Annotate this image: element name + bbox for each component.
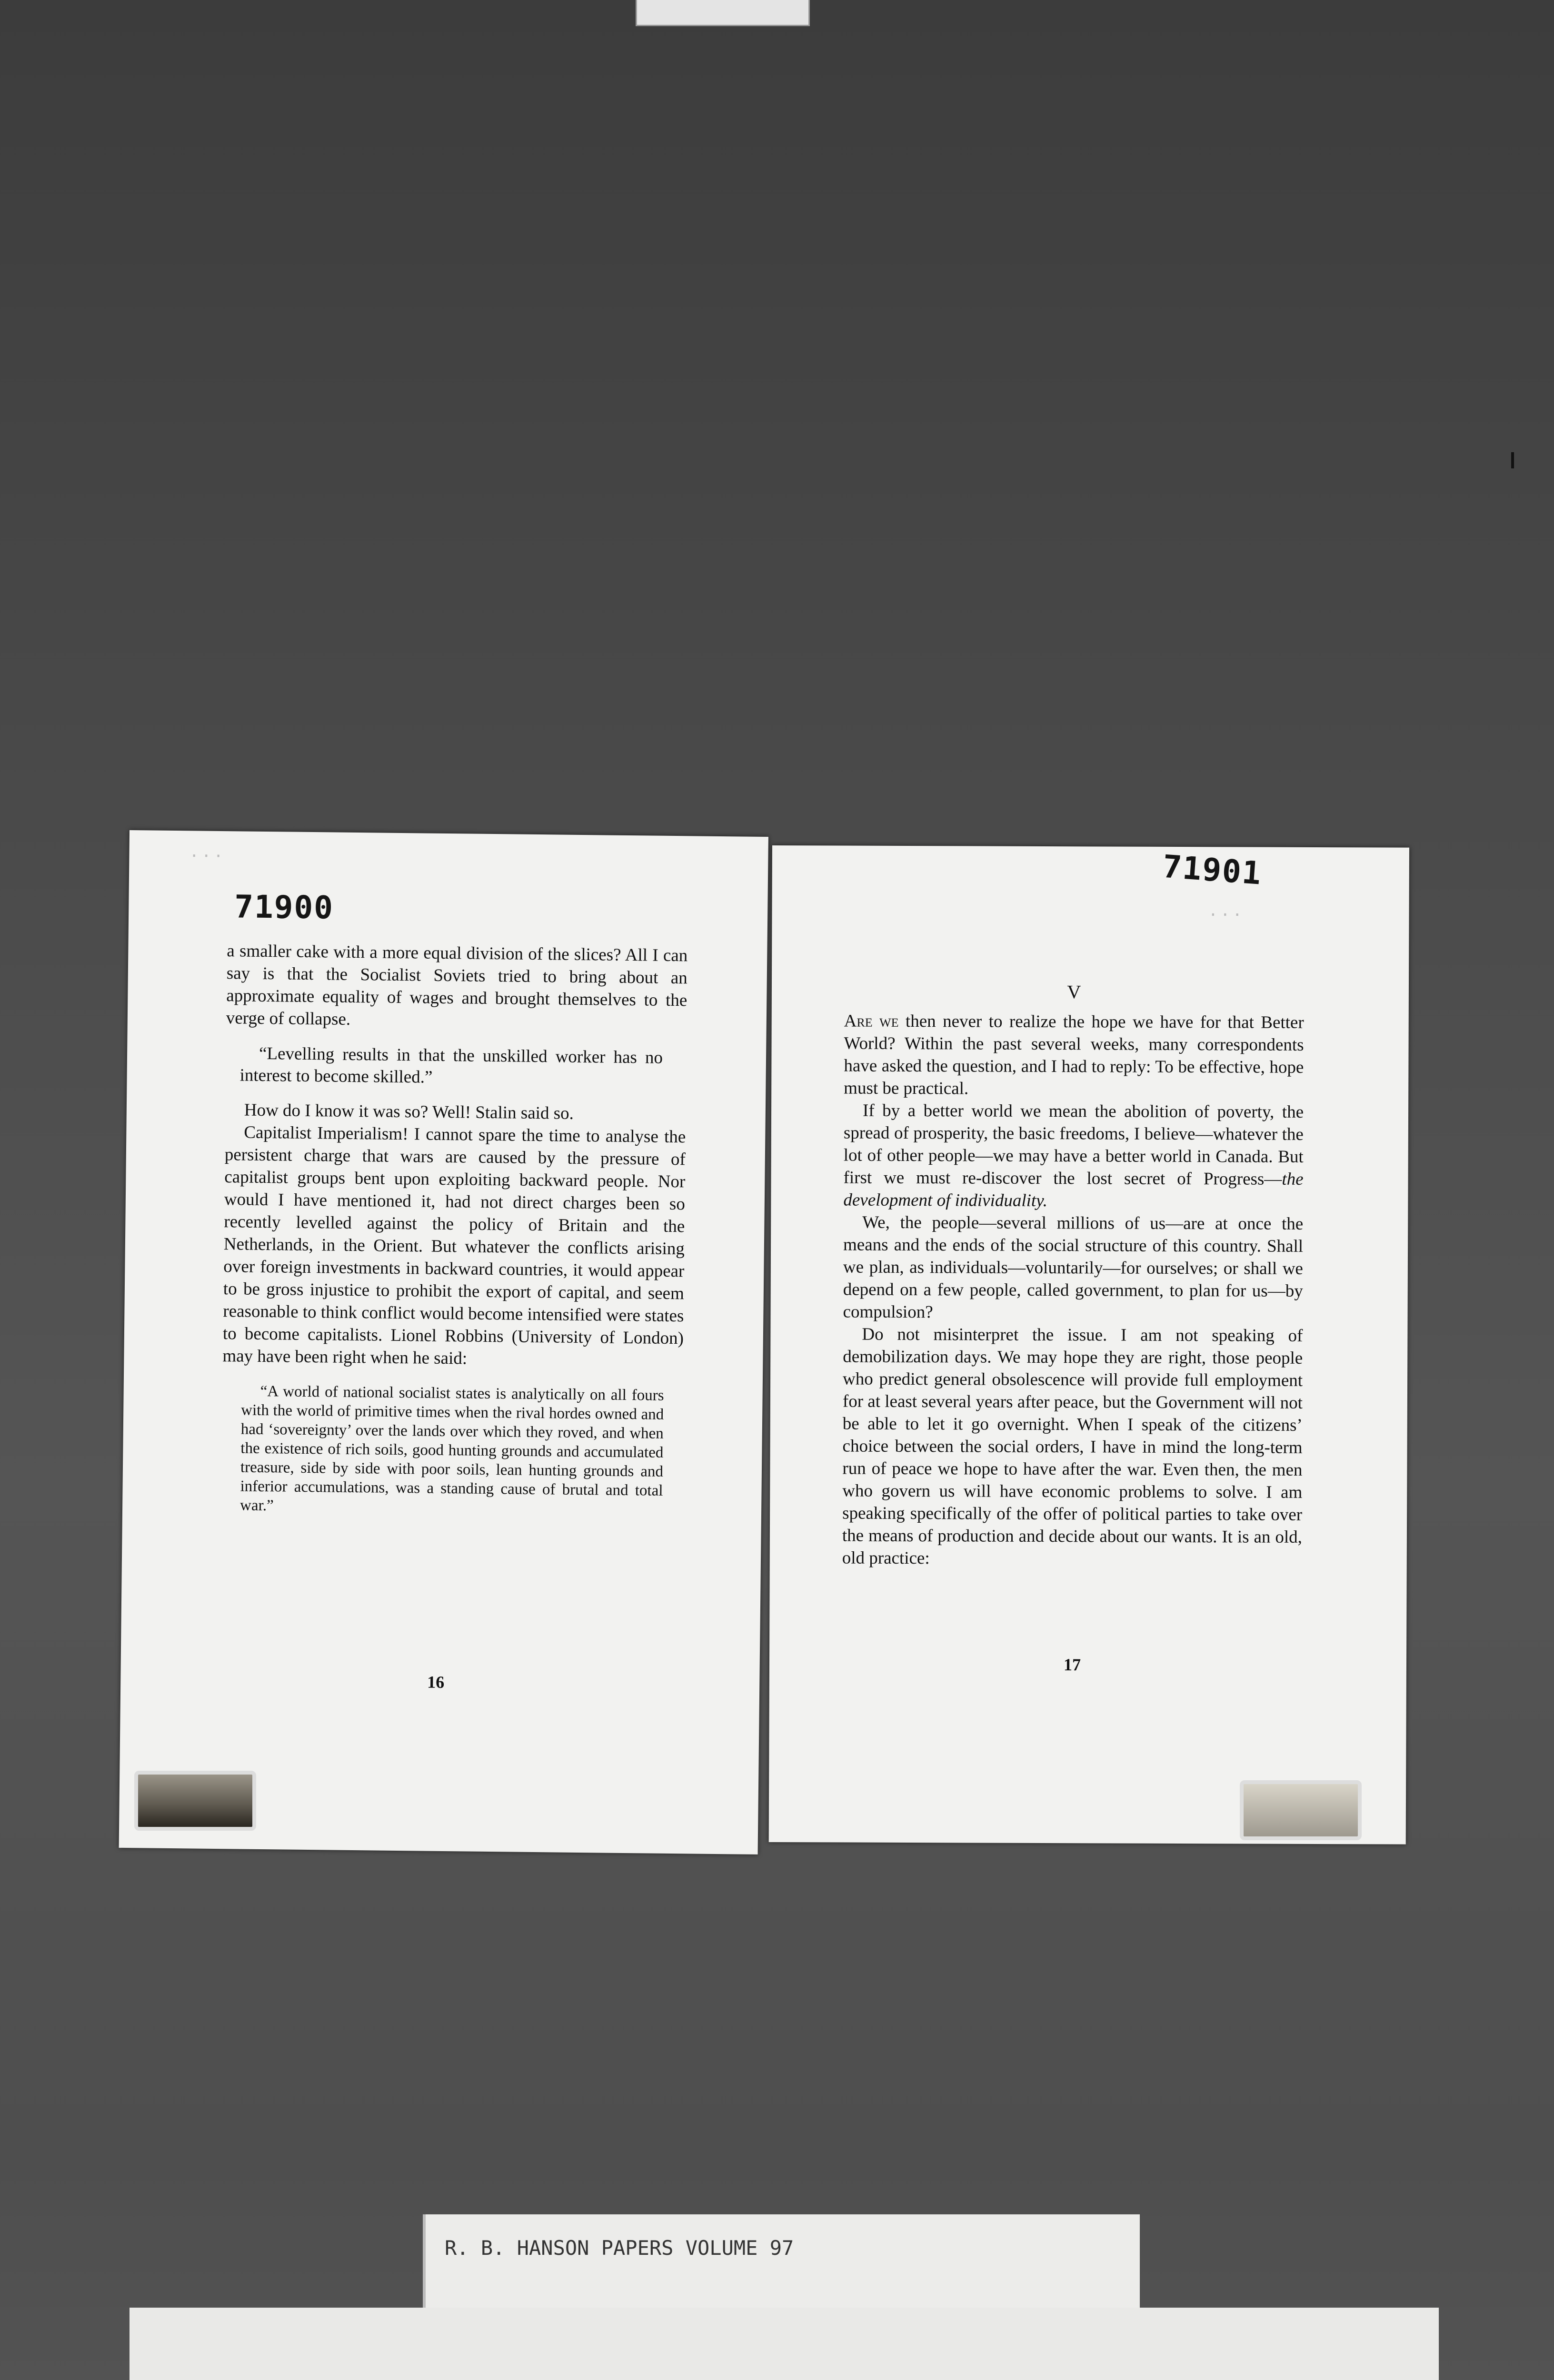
lead-in-words: Are we: [844, 1011, 899, 1031]
left-paragraph-2: How do I know it was so? Well! Stalin said so.: [244, 1100, 574, 1123]
left-quote-1: “Levelling results in that the unskilled worker has no interest to become skilled.”: [239, 1043, 663, 1087]
faint-stamp-mark: · · ·: [1210, 904, 1241, 926]
volume-label-text: R. B. HANSON PAPERS VOLUME 97: [445, 2236, 794, 2260]
top-card-tab: [636, 0, 810, 26]
left-page: [119, 830, 768, 1854]
right-paragraph-3: We, the people—several millions of us—are at once the means and the ends of the social structure of this country. Shall we plan, as individuals—voluntarily—for ourselves; or shall we depend on a few people, called government, to plan for us—by compulsion?: [843, 1212, 1304, 1322]
film-speck: [1511, 452, 1514, 468]
right-paragraph-2-italic: the development of individuality.: [843, 1169, 1304, 1211]
folio-stamp-right: 71901: [1161, 848, 1264, 892]
section-numeral: V: [1067, 981, 1081, 1003]
left-paragraph-3: Capitalist Imperialism! I cannot spare the time to analyse the persistent charge that wars are caused by the pressure of capitalist groups bent upon exploiting backward people. Nor would I have mentioned it, had not direct charges been so recently levelled against the policy of Britain and the Netherlands, in the Orient. But whatever the conflicts arising over foreign investments in backward countries, it would appear to be gross injustice to prohibit the export of capital, and seem reasonable to think conflict would become intensified were states to become capitalists. Lionel Robbins (University of London) may have been right when he said:: [222, 1122, 686, 1368]
page-number-right: 17: [1063, 1655, 1081, 1675]
right-text-column: [842, 980, 1304, 1571]
volume-label-tab: [423, 2214, 1140, 2314]
faint-stamp-mark: · · ·: [191, 845, 222, 868]
binder-clip-left: [134, 1771, 256, 1831]
left-quote-2: “A world of national socialist states is analytically on all fours with the world of primitive times when the rival hordes owned and had ‘sovereignty’ over the lands over which they roved, and when the existence of rich soils, good hunting grounds and accumulated treasure, side by side with poor soils, lean hunting grounds and inferior accumulations, was a standing cause of brutal and total war.”: [239, 1382, 664, 1515]
left-text-column: [221, 940, 688, 1519]
binder-clip-right: [1240, 1780, 1362, 1840]
left-paragraph-1: a smaller cake with a more equal division of the slices? All I can say is that the Socialist Soviets tried to bring about an approximate equality of wages and brought themselves to the verge of collapse.: [226, 941, 688, 1029]
right-paragraph-4: Do not misinterpret the issue. I am not speaking of demobilization days. We may hope they are right, those people who predict general obsolescence will provide full employment for at least several years after peace, but the Government will not be able to let it go overnight. When I speak of the citizens’ choice between the social orders, I have in mind the long-term run of peace we hope to have after the war. Even then, the men who govern us will have economic problems to solve. I am speaking specifically of the offer of political parties to take over the means of production and decide about our wants. It is an old, old practice:: [842, 1324, 1303, 1568]
right-paragraph-2-text: If by a better world we mean the abolition of poverty, the spread of prosperity, the basic freedoms, I believe—whatever the lot of other people—we may have a better world in Canada. But first we must re-discover the lost secret of Progress—: [843, 1101, 1304, 1189]
right-paragraph-2: [843, 1100, 1304, 1213]
right-paragraph-1-text: then never to realize the hope we have for that Better World? Within the past several weeks, many correspondents have asked the question, and I had to reply: To be effective, hope must be practical.: [844, 1011, 1304, 1099]
page-number-left: 16: [427, 1672, 445, 1692]
folio-stamp-left: 71900: [234, 888, 334, 926]
archives-card: [130, 2308, 1439, 2380]
right-paragraph-1: [844, 1010, 1304, 1101]
right-page: [769, 845, 1409, 1844]
